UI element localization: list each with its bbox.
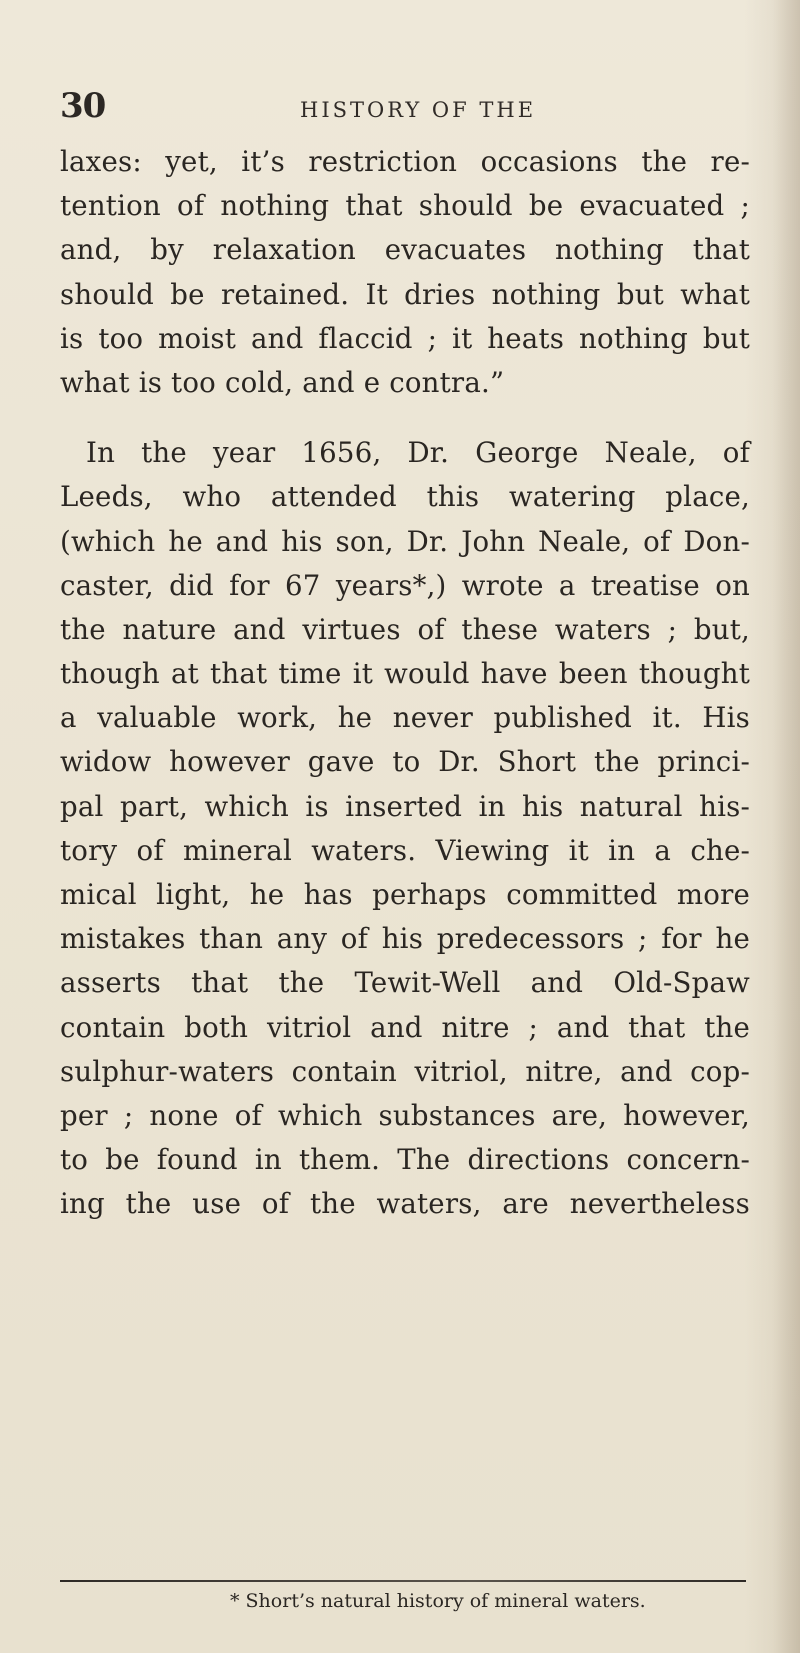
page-number: 30 <box>60 86 106 126</box>
text-line: a valuable work, he never published it. His <box>60 701 750 735</box>
text-line: what is too cold, and e contra.” <box>60 365 505 399</box>
running-title: HISTORY OF THE <box>300 98 537 122</box>
text-line: tory of mineral waters. Viewing it in a che- <box>60 833 750 867</box>
text-line: mical light, he has perhaps committed more <box>60 878 750 911</box>
page-edge-shadow <box>772 0 800 1653</box>
text-line: to be found in them. The directions concern- <box>60 1143 750 1177</box>
running-head <box>60 86 750 126</box>
text-line: mistakes than any of his predecessors ; for he <box>60 922 750 956</box>
text-line: tention of nothing that should be evacuated ; <box>60 189 750 223</box>
text-line: caster, did for 67 years*,) wrote a treatise on <box>60 568 750 602</box>
text-line: pal part, which is inserted in his natural his- <box>60 789 750 823</box>
text-line: though at that time it would have been thought <box>60 657 750 691</box>
text-line: widow however gave to Dr. Short the princi- <box>60 745 750 779</box>
text-line: should be retained. It dries nothing but what <box>60 277 750 311</box>
text-line: ing the use of the waters, are nevertheless <box>60 1187 750 1221</box>
footnote-rule <box>60 1580 746 1582</box>
footnote: * Short’s natural history of mineral waters. <box>230 1590 646 1612</box>
text-line: In the year 1656, Dr. George Neale, of <box>86 436 750 470</box>
text-line: Leeds, who attended this watering place, <box>60 480 750 514</box>
text-line: is too moist and flaccid ; it heats nothing but <box>60 321 750 355</box>
text-line: per ; none of which substances are, however, <box>60 1098 750 1132</box>
paragraph-2 <box>60 431 750 1226</box>
paragraph-gap <box>60 405 750 431</box>
text-line: sulphur-waters contain vitriol, nitre, and cop- <box>60 1054 750 1088</box>
text-line: contain both vitriol and nitre ; and that the <box>60 1010 750 1044</box>
body-text <box>60 140 750 1227</box>
paragraph-1 <box>60 140 750 405</box>
text-line: asserts that the Tewit-Well and Old-Spaw <box>60 966 750 1000</box>
text-line: laxes: yet, it’s restriction occasions the re- <box>60 145 750 178</box>
text-line: the nature and virtues of these waters ; but, <box>60 612 750 646</box>
text-line: (which he and his son, Dr. John Neale, of Don- <box>60 524 750 558</box>
text-line: and, by relaxation evacuates nothing that <box>60 233 750 267</box>
